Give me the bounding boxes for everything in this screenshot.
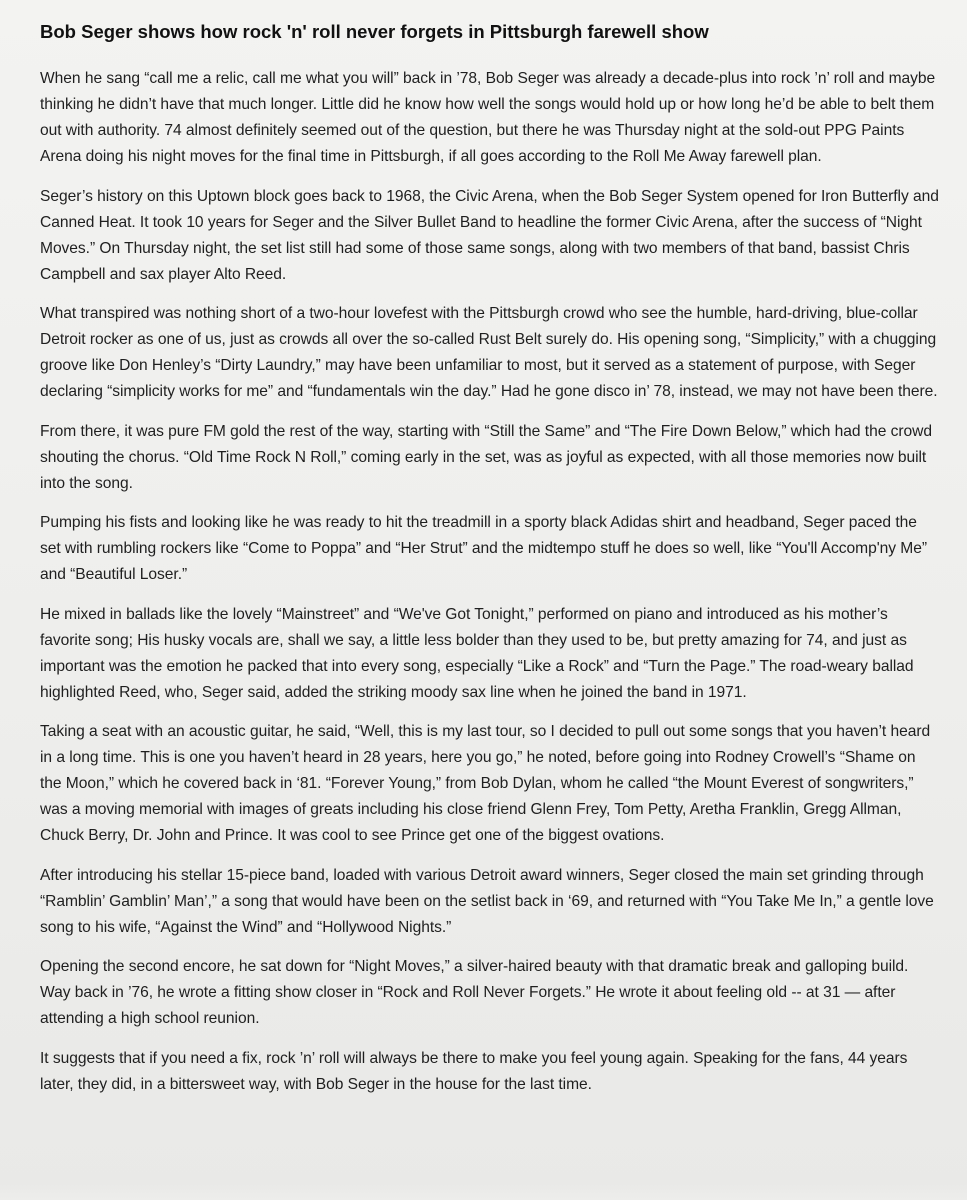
article-paragraph-9: Opening the second encore, he sat down for “Night Moves,” a silver-haired beauty with that dramatic break and galloping build. Way back in ’76, he wrote a fitting show closer in “Rock and Roll Never Forgets.” He wrote it about feeling old -- at 31 — after attending a high school reunion. [40, 958, 909, 1027]
article-paragraph-4: From there, it was pure FM gold the rest of the way, starting with “Still the Same” and “The Fire Down Below,” which had the crowd shouting the chorus. “Old Time Rock N Roll,” coming early in the set, was as joyful as expected, with all those memories now built into the song. [40, 422, 932, 492]
article-paragraph-1: When he sang “call me a relic, call me what you will” back in ’78, Bob Seger was already a decade-plus into rock ’n’ roll and maybe thinking he didn’t have that much longer. Little did he know how well the songs would hold up or how long he’d be able to belt them out with authority. 74 almost definitely seemed out of the question, but there he was Thursday night at the sold-out PPG Paints Arena doing his night moves for the final time in Pittsburgh, if all goes according to the Roll Me Away farewell plan. [40, 70, 936, 165]
article-paragraph-10: It suggests that if you need a fix, rock ’n’ roll will always be there to make you feel young again. Speaking for the fans, 44 years later, they did, in a bittersweet way, with Bob Seger in the house for the last time. [40, 1049, 908, 1093]
article [40, 18, 940, 1098]
article-paragraph-2: Seger’s history on this Uptown block goes back to 1968, the Civic Arena, when the Bob Seger System opened for Iron Butterfly and Canned Heat. It took 10 years for Seger and the Silver Bullet Band to headline the former Civic Arena, after the success of “Night Moves.” On Thursday night, the set list still had some of those same songs, along with two members of that band, bassist Chris Campbell and sax player Alto Reed. [40, 187, 939, 283]
page-bottom-edge [0, 1184, 967, 1200]
article-paragraph-3: What transpired was nothing short of a two-hour lovefest with the Pittsburgh crowd who see the humble, hard-driving, blue-collar Detroit rocker as one of us, just as crowds all over the so-called Rust Belt surely do. His opening song, “Simplicity,” with a chugging groove like Don Henley’s “Dirty Laundry,” may have been unfamiliar to most, but it served as a statement of purpose, with Seger declaring “simplicity works for me” and “fundamentals win the day.” Had he gone disco in’ 78, instead, we may not have been there. [40, 305, 938, 400]
article-paragraph-6: He mixed in ballads like the lovely “Mainstreet” and “We've Got Tonight,” performed on piano and introduced as his mother’s favorite song; His husky vocals are, shall we say, a little less bolder than they used to be, but pretty amazing for 74, and just as important was the emotion he packed that into every song, especially “Like a Rock” and “Turn the Page.” The road-weary ballad highlighted Reed, who, Seger said, added the striking moody sax line when he joined the band in 1971. [40, 605, 914, 701]
article-paragraph-5: Pumping his fists and looking like he was ready to hit the treadmill in a sporty black Adidas shirt and headband, Seger paced the set with rumbling rockers like “Come to Poppa” and “Her Strut” and the midtempo stuff he does so well, like “You'll Accomp'ny Me” and “Beautiful Loser.” [40, 514, 928, 583]
article-headline: Bob Seger shows how rock 'n' roll never forgets in Pittsburgh farewell show [40, 21, 709, 42]
article-paragraph-8: After introducing his stellar 15-piece band, loaded with various Detroit award winners, Seger closed the main set grinding through “Ramblin’ Gamblin’ Man’,” a song that would have been on the setlist back in ‘69, and returned with “You Take Me In,” a gentle love song to his wife, “Against the Wind” and “Hollywood Nights.” [40, 866, 934, 936]
article-paragraph-7: Taking a seat with an acoustic guitar, he said, “Well, this is my last tour, so I decided to pull out some songs that you haven’t heard in a long time. This is one you haven’t heard in 28 years, here you go,” he noted, before going into Rodney Crowell’s “Shame on the Moon,” which he covered back in ‘81. “Forever Young,” from Bob Dylan, whom he called “the Mount Everest of songwriters,” was a moving memorial with images of greats including his close friend Glenn Frey, Tom Petty, Aretha Franklin, Gregg Allman, Chuck Berry, Dr. John and Prince. It was cool to see Prince get one of the biggest ovations. [40, 723, 931, 844]
